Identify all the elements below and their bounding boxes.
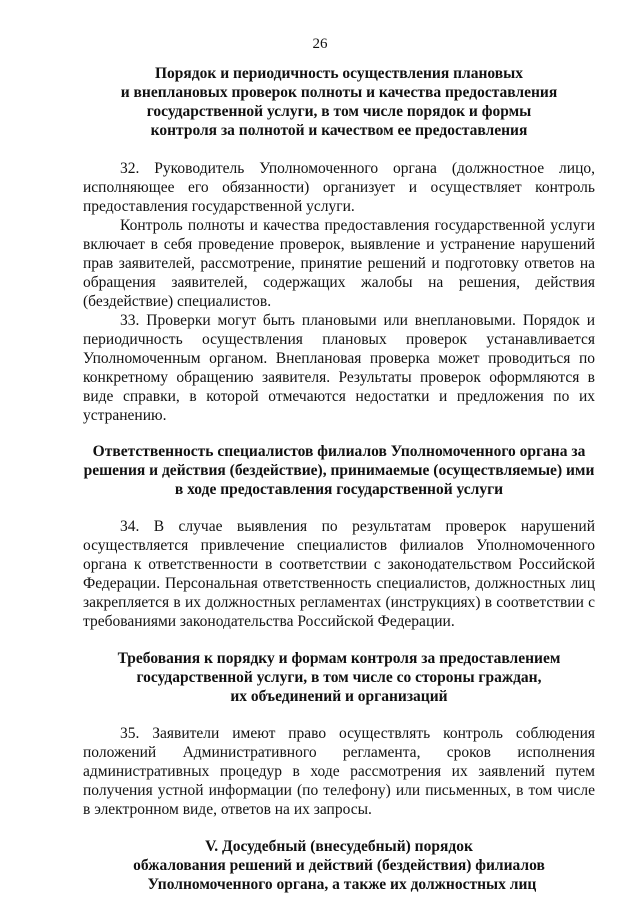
paragraph-control-scope: Контроль полноты и качества предоставления государственной услуги включает в себя проведение проверок, выявление и устранение нарушений прав заявителей, рассмотрение, принятие решений и подготовку ответов на обращения заявителей, содержащих жалобы на решения, действия (бездействие) специалистов. — [83, 217, 595, 310]
paragraph-32: 32. Руководитель Уполномоченного органа (должностное лицо, исполняющее его обязанности) организует и осуществляет контроль предоставления государственной услуги. — [83, 160, 595, 215]
section-heading-appeal-procedure — [83, 837, 595, 894]
section-heading-responsibility — [83, 442, 595, 499]
heading-line: государственной услуги, в том числе порядок и формы — [146, 103, 532, 120]
heading-line: Уполномоченного органа, а также их должностных лиц — [147, 876, 537, 893]
heading-line: решения и действия (бездействие), принимаемые (осуществляемые) ими — [83, 462, 595, 479]
page-number: 26 — [312, 36, 328, 52]
section-heading-monitoring-procedure — [83, 64, 595, 140]
section-heading-control-requirements — [83, 649, 595, 706]
paragraph-33: 33. Проверки могут быть плановыми или внеплановыми. Порядок и периодичность осуществления плановых проверок устанавливается Уполномоченным органом. Внеплановая проверка может проводиться по конкретному обращению заявителя. Результаты проверок оформляются в виде справки, в которой отмечаются недостатки и предложения по их устранению. — [83, 312, 595, 424]
paragraph-35: 35. Заявители имеют право осуществлять контроль соблюдения положений Административного регламента, сроков исполнения административных процедур в ходе рассмотрения их заявлений путем получения устной информации (по телефону) или письменных, в том числе в электронном виде, ответов на их запросы. — [83, 725, 595, 818]
paragraph-34: 34. В случае выявления по результатам проверок нарушений осуществляется привлечение специалистов филиалов Уполномоченного органа к ответственности в соответствии с законодательством Российской Федерации. Персональная ответственность специалистов, должностных лиц закрепляется в их должностных регламентах (инструкциях) в соответствии с требованиями законодательства Российской Федерации. — [83, 518, 595, 630]
heading-line: Порядок и периодичность осуществления плановых — [154, 65, 524, 82]
heading-line: Ответственность специалистов филиалов Уполномоченного органа за — [92, 443, 586, 460]
heading-line: контроля за полнотой и качеством ее предоставления — [150, 122, 528, 139]
heading-line: обжалования решений и действий (бездействия) филиалов — [133, 857, 545, 874]
heading-line: в ходе предоставления государственной услуги — [174, 481, 504, 498]
heading-line: государственной услуги, в том числе со стороны граждан, — [136, 669, 542, 686]
heading-line: Требования к порядку и формам контроля за предоставлением — [117, 650, 561, 667]
heading-line: и внеплановых проверок полноты и качества предоставления — [120, 84, 558, 101]
heading-line: V. Досудебный (внесудебный) порядок — [205, 838, 473, 855]
heading-line: их объединений и организаций — [230, 688, 448, 705]
document-body — [83, 64, 595, 894]
